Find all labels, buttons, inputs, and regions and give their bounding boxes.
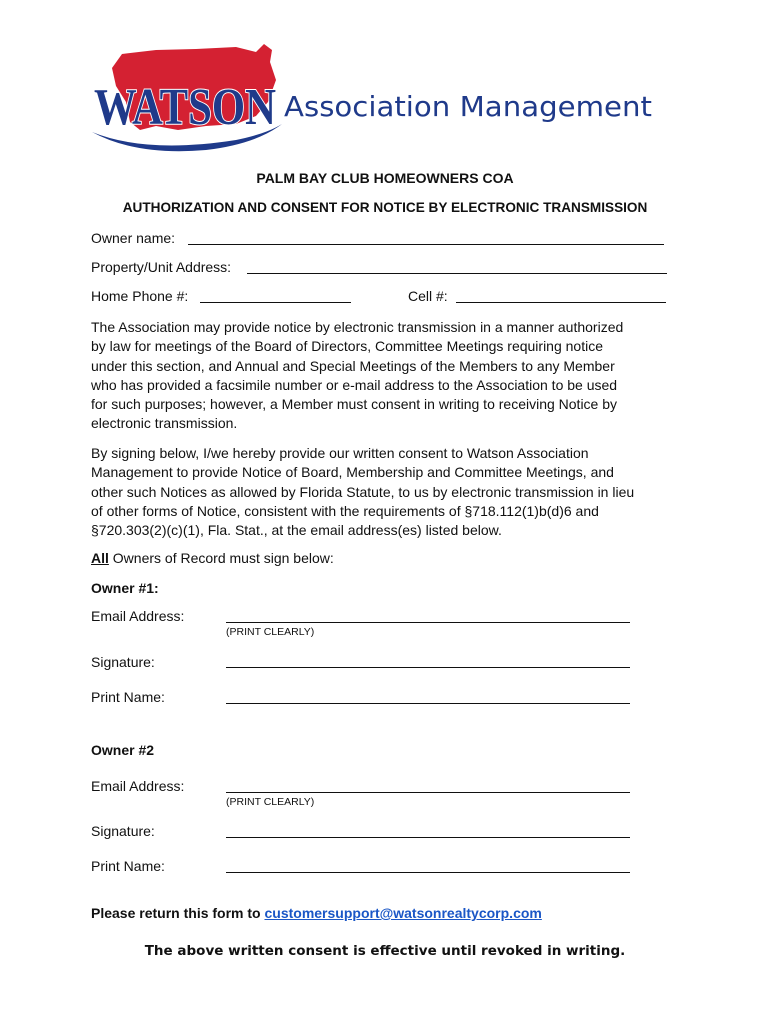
all-owners-note (91, 550, 334, 566)
property-address-field[interactable] (247, 273, 667, 274)
return-prefix: Please return this form to (91, 905, 265, 921)
owner1-signature-field[interactable] (226, 667, 630, 668)
owner2-print-clearly: (PRINT CLEARLY) (226, 796, 315, 808)
owner2-print-name-label: Print Name: (91, 858, 165, 874)
notice-paragraph (91, 318, 691, 434)
footer-note: The above written consent is effective until revoked in writing. (144, 943, 626, 959)
paragraph-line: under this section, and Annual and Special Meetings of the Members to any Member (91, 357, 615, 374)
owner1-email-field[interactable] (226, 622, 630, 623)
owner1-heading: Owner #1: (91, 580, 159, 596)
consent-paragraph (91, 444, 691, 540)
all-owners-rest: Owners of Record must sign below: (108, 550, 334, 566)
owner-name-label: Owner name: (91, 230, 176, 246)
all-emphasis: All (91, 550, 109, 566)
owner1-print-name-field[interactable] (226, 703, 630, 704)
form-subtitle: AUTHORIZATION AND CONSENT FOR NOTICE BY ELECTRONIC TRANSMISSION (122, 200, 648, 215)
form-title: PALM BAY CLUB HOMEOWNERS COA (256, 170, 514, 186)
paragraph-line: Management to provide Notice of Board, Membership and Committee Meetings, and (91, 464, 614, 481)
cell-field[interactable] (456, 302, 666, 303)
owner2-signature-field[interactable] (226, 837, 630, 838)
home-phone-label: Home Phone #: (91, 288, 189, 304)
paragraph-line: By signing below, I/we hereby provide our written consent to Watson Association (91, 445, 589, 461)
support-email-link[interactable]: customersupport@watsonrealtycorp.com (264, 905, 542, 921)
owner2-heading: Owner #2 (91, 742, 155, 758)
paragraph-line: by law for meetings of the Board of Directors, Committee Meetings requiring notice (91, 338, 604, 355)
paragraph-line: other such Notices as allowed by Florida Statute, to us by electronic transmission in lieu (91, 483, 635, 500)
logo-brand-text: WATSON (94, 79, 276, 136)
paragraph-line: for such purposes; however, a Member must consent in writing to receiving Notice by (91, 396, 618, 413)
owner1-email-label: Email Address: (91, 608, 185, 624)
logo-tagline: Association Management (284, 90, 653, 123)
cell-label: Cell #: (408, 288, 448, 304)
owner1-print-clearly: (PRINT CLEARLY) (226, 626, 315, 638)
watson-logo (86, 40, 676, 152)
paragraph-line: electronic transmission. (91, 415, 238, 432)
owner2-email-label: Email Address: (91, 778, 185, 794)
owner1-signature-label: Signature: (91, 654, 155, 670)
owner-name-field[interactable] (188, 244, 664, 245)
home-phone-field[interactable] (200, 302, 351, 303)
paragraph-line: of other forms of Notice, consistent with the requirements of §718.112(1)b(d)6 and (91, 502, 599, 519)
owner2-email-field[interactable] (226, 792, 630, 793)
owner2-print-name-field[interactable] (226, 872, 630, 873)
property-address-label: Property/Unit Address: (91, 259, 232, 275)
paragraph-line: who has provided a facsimile number or e-mail address to the Association to be used (91, 376, 618, 393)
owner2-signature-label: Signature: (91, 823, 155, 839)
paragraph-line: The Association may provide notice by electronic transmission in a manner authorized (91, 319, 624, 335)
paragraph-line: §720.303(2)(c)(1), Fla. Stat., at the email address(es) listed below. (91, 522, 502, 539)
return-instructions (91, 905, 542, 921)
owner1-print-name-label: Print Name: (91, 689, 165, 705)
